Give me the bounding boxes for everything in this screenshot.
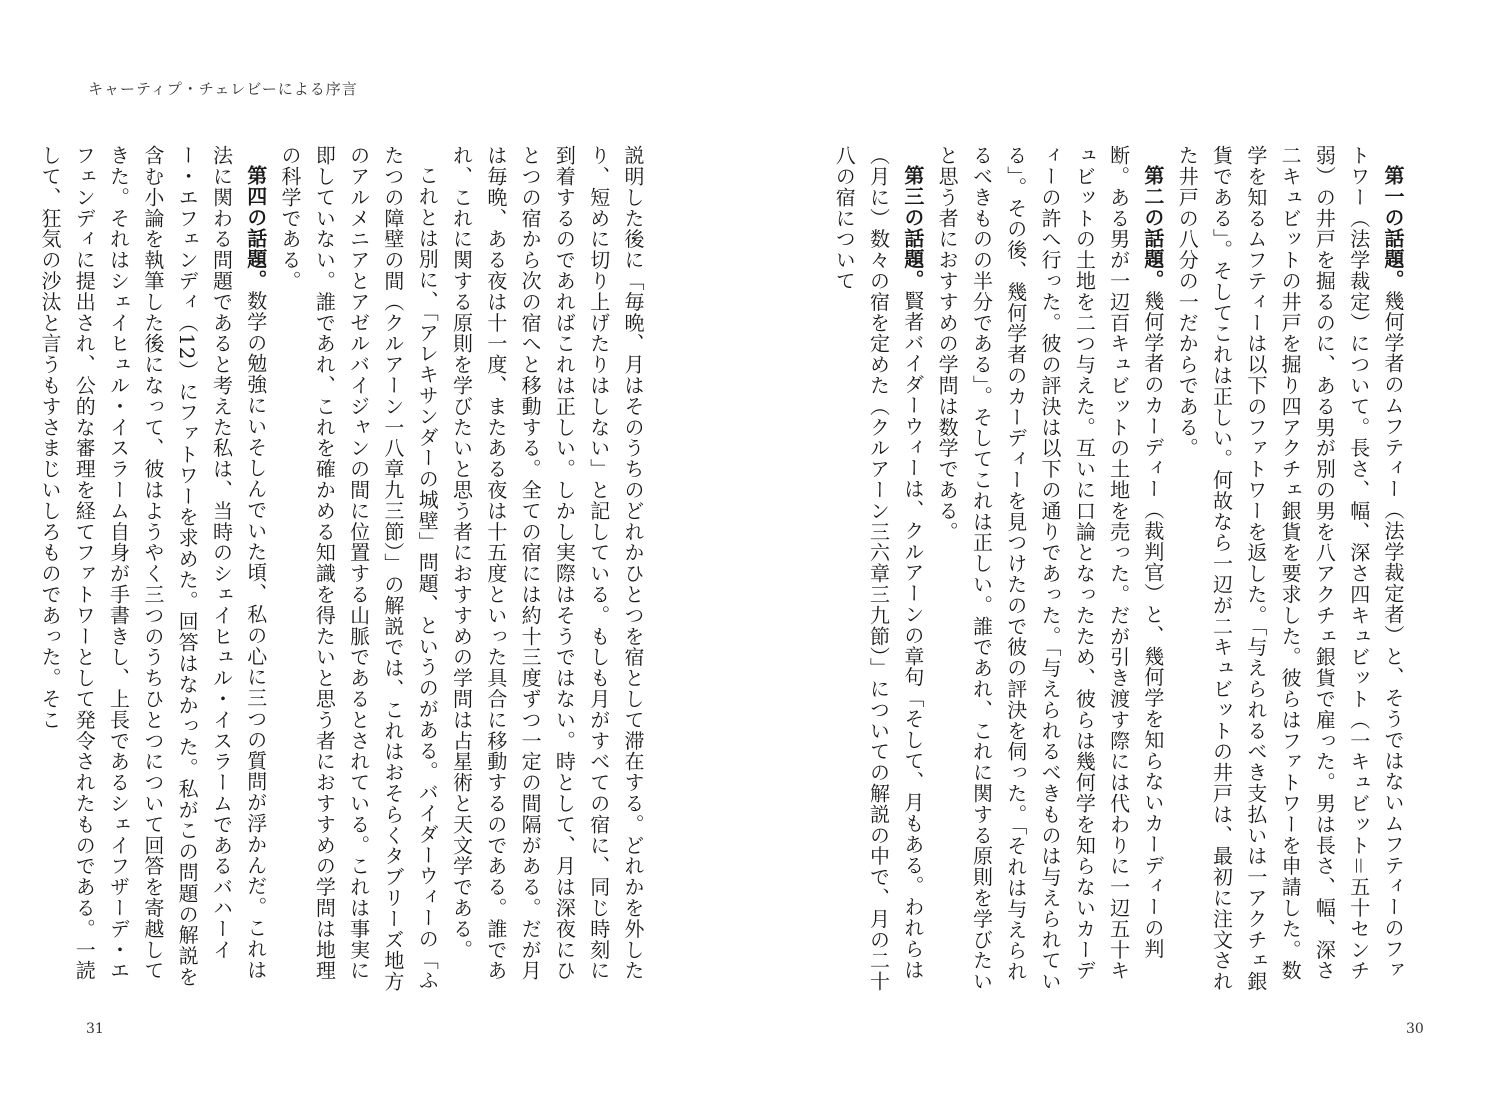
topic-1-heading: 第一の話題。 — [1381, 165, 1405, 291]
topic-2-paragraph — [930, 145, 1170, 995]
continuation-paragraph: 説明した後に「毎晩、月はそのうちのどれかひとつを宿として滞在する。どれかを外したり、短めに切り上げたりはしない」と記している。もしも月がすべての宿に、同じ時刻に到着するのであればこれは正しい。しかし実際はそうではない。時として、月は深夜にひとつの宿から次の宿へと移動する。全ての宿には約十三度ずつ一定の間隔がある。だが月は毎晩、ある夜は十一度、またある夜は十五度といった具合に移動するのである。誰であれ、これに関する原則を学びたいと思う者におすすめの学問は占星術と天文学である。 — [449, 145, 645, 981]
topic-4-paragraph — [33, 145, 273, 995]
topic-4-heading: 第四の話題。 — [243, 165, 268, 291]
topic-2-heading: 第二の話題。 — [1140, 165, 1165, 291]
topic-3-body: 賢者バイダーウィーは、クルアーンの章句「そして、月もある。われらは（月に）数々の宿を定めた（クルアーン三六章三九節）」についての解説の中で、月の二十八の宿について — [832, 145, 925, 992]
page-number-left: 31 — [86, 1021, 104, 1037]
topic-3-heading: 第三の話題。 — [900, 165, 925, 291]
page-number-right: 30 — [1406, 1021, 1424, 1037]
left-page-text — [37, 145, 650, 995]
topic-2-body: 幾何学者のカーディー（裁判官）と、幾何学を知らないカーディーの判断。ある男が一辺百キュビットの土地を売った。だが引き渡す際には代わりに一辺五十キュビットの土地を二つ与えた。互いに口論となったため、彼らは幾何学を知らないカーディーの許へ行った。彼の評決は以下の通りであった。「与えられるべきものは与えられている」。その後、幾何学者のカーディーを見つけたので彼の評決を伺った。「それは与えられるべきものの半分である」。そしてこれは正しい。誰であれ、これに関する原則を学びたいと思う者におすすめの学問は数学である。 — [935, 145, 1165, 992]
right-page-text — [832, 145, 1410, 995]
topic-4-body: 数学の勉強にいそしんでいた頃、私の心に三つの質問が浮かんだ。これは法に関わる問題であると考えた私は、当時のシェイヒュル・イスラームであるバハーイー・エフェンディ（12）にファトワーを求めた。回答はなかった。私がこの問題の解説を含む小論を執筆した後になって、彼はようやく三つのうちひとつについて回答を寄越してきた。それはシェイヒュル・イスラーム自身が手書きし、上長であるシェイフザーデ・エフェンディに提出され、公的な審理を経てファトワーとして発令されたものである。一読して、狂気の沙汰と言うもすさまじいしろものであった。そこ — [37, 145, 268, 988]
topic-1-body: 幾何学者のムフティー（法学裁定者）と、そうではないムフティーのファトワー（法学裁定）について。長さ、幅、深さ四キュビット（一キュビット＝五十センチ弱）の井戸を掘るのに、ある男が別の男を八アクチェ銀貨で雇った。男は長さ、幅、深さ二キュビットの井戸を掘り四アクチェ銀貨を要求した。彼らはファトワーを申請した。数学を知るムフティーは以下のファトワーを返した。「与えられるべき支払いは一アクチェ銀貨である」。そしてこれは正しい。何故なら一辺が二キュビットの井戸は、最初に注文された井戸の八分の一だからである。 — [1175, 145, 1405, 992]
topic-1-paragraph — [1170, 145, 1410, 995]
topic-3-paragraph — [827, 145, 930, 995]
running-head: キャーティプ・チェレビーによる序言 — [88, 80, 358, 98]
alexander-paragraph: これとは別に、「アレキサンダーの城壁」問題、というのがある。バイダーウィーの「ふたつの障壁の間（クルアーン一八章九三節）」の解説では、これはおそらくタブリーズ地方のアルメニアとアゼルバイジャンの間に位置する山脈であるとされている。これは事実に即していない。誰であれ、これを確かめる知識を得たいと思う者におすすめの学問は地理の科学である。 — [278, 145, 440, 992]
